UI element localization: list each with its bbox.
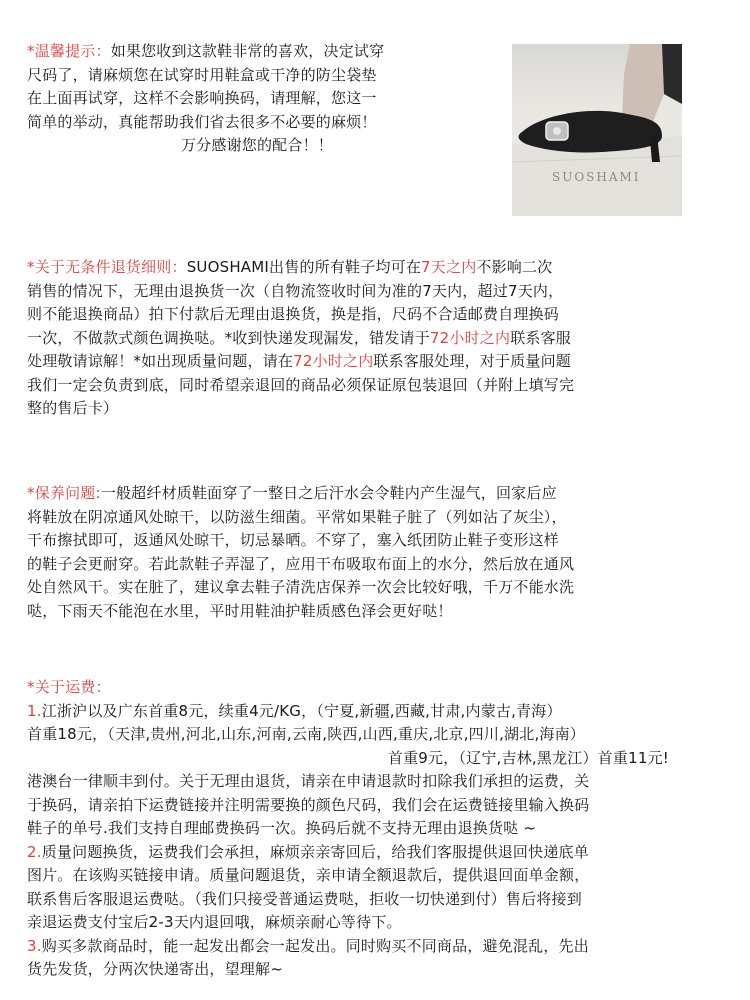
highlight-72-hours: 72小时之内 [293, 352, 374, 370]
shipping-heading: *关于运费： [27, 678, 111, 696]
shipping-line: 于换码，请亲拍下运费链接并注明需要换的颜色尺码，我们会在运费链接里输入换码 [27, 795, 590, 814]
return-policy-section [27, 256, 727, 421]
highlight-72-hours: 72小时之内 [429, 328, 511, 347]
care-line: 的鞋子会更耐穿。若此款鞋子弄湿了，应用干布吸取布面上的水分，然后放在通风 [27, 554, 575, 573]
shipping-line: 联系售后客服退运费哒。（我们只接受普通运费哒，拒收一切快递到付）售后将接到 [27, 889, 582, 908]
care-line: *保养问题:一般超纤材质鞋面穿了一整日之后汗水会令鞋内产生湿气，回家后应 [27, 484, 557, 502]
shoe-on-dustbag-illustration [512, 44, 682, 216]
warm-tip-line: 尺码了，请麻烦您在试穿时用鞋盒或干净的防尘袋垫 [27, 65, 377, 84]
care-heading: *保养问题: [27, 484, 101, 502]
shipping-line: 2.质量问题换货，运费我们会承担，麻烦亲亲寄回后，给我们客服提供退回快递底单 [27, 842, 589, 861]
shipping-line: 货先发货，分两次快递寄出，望理解~ [27, 960, 283, 978]
product-photo [512, 44, 682, 216]
return-policy-line: *关于无条件退货细则：SUOSHAMI出售的所有鞋子均可在7天之内不影响二次 [27, 258, 553, 276]
shipping-line: 图片。在该购买链接申请。质量问题退货，亲申请全额退款后，提供退回面单金额， [27, 866, 590, 884]
shipping-line: 亲退运费支付宝后2-3天内退回哦，麻烦亲耐心等待下。 [27, 913, 402, 931]
return-policy-heading: *关于无条件退货细则： [27, 258, 187, 276]
warm-tip-section [27, 40, 487, 158]
return-policy-line: 处理敬请谅解！*如出现质量问题，请在72小时之内联系客服处理，对于质量问题 [27, 352, 572, 370]
shipping-line: 鞋子的单号.我们支持自理邮费换码一次。换码后就不支持无理由退换货哒 ~ [27, 819, 537, 837]
warm-tip-heading: *温馨提示： [27, 42, 111, 60]
item-number: 1. [27, 701, 42, 720]
return-policy-line: 销售的情况下，无理由退换货一次（自物流签收时间为准的7天内，超过7天内， [27, 281, 564, 300]
shipping-line: 港澳台一律顺丰到付。关于无理由退货，请亲在申请退款时扣除我们承担的运费，关 [27, 772, 590, 790]
shipping-line: 首重18元，（天津,贵州,河北,山东,河南,云南,陕西,山西,重庆,北京,四川,湖北,海南） [27, 725, 586, 743]
care-line: 干布擦拭即可，返通风处晾干，切忌暴晒。不穿了，塞入纸团防止鞋子变形这样 [27, 531, 560, 549]
shipping-line: 首重9元，（辽宁,吉林,黑龙江）首重11元! [387, 748, 669, 767]
return-policy-line: 我们一定会负责到底，同时希望亲退回的商品必须保证原包装退回（并附上填写完 [27, 375, 575, 394]
shipping-section [27, 676, 727, 982]
warm-tip-line: 简单的举动，真能帮助我们省去很多不必要的麻烦！ [27, 112, 377, 131]
shipping-line: 3.购买多款商品时，能一起发出都会一起发出。同时购买不同商品，避免混乱，先出 [27, 936, 589, 955]
item-number: 2. [27, 842, 42, 861]
highlight-7-days: 7天之内 [421, 258, 477, 276]
care-section [27, 482, 727, 623]
dustbag-brand-text: SUOSHAMI [552, 170, 641, 184]
shipping-line: 1.江浙沪以及广东首重8元，续重4元/KG，（宁夏,新疆,西藏,甘肃,内蒙古,青海） [27, 701, 562, 720]
item-number: 3. [27, 936, 42, 955]
care-line: 哒，下雨天不能泡在水里，平时用鞋油护鞋质感色泽会更好哒！ [27, 601, 453, 620]
return-policy-line: 一次，不做款式颜色调换哒。*收到快递发现漏发，错发请于72小时之内联系客服 [27, 328, 572, 347]
care-line: 处自然风干。实在脏了，建议拿去鞋子清洗店保养一次会比较好哦，千万不能水洗 [27, 578, 575, 596]
warm-tip-line: *温馨提示：如果您收到这款鞋非常的喜欢，决定试穿 [27, 42, 385, 60]
warm-tip-line: 在上面再试穿，这样不会影响换码，请理解，您这一 [27, 89, 377, 107]
care-line: 将鞋放在阴凉通风处晾干，以防滋生细菌。平常如果鞋子脏了（列如沾了灰尘）， [27, 507, 567, 526]
return-policy-line: 整的售后卡） [27, 399, 119, 417]
warm-tip-thanks: 万分感谢您的配合！！ [180, 136, 333, 154]
return-policy-line: 则不能退换商品）拍下付款后无理由退换货，换是指，尺码不合适邮费自理换码 [27, 305, 560, 323]
